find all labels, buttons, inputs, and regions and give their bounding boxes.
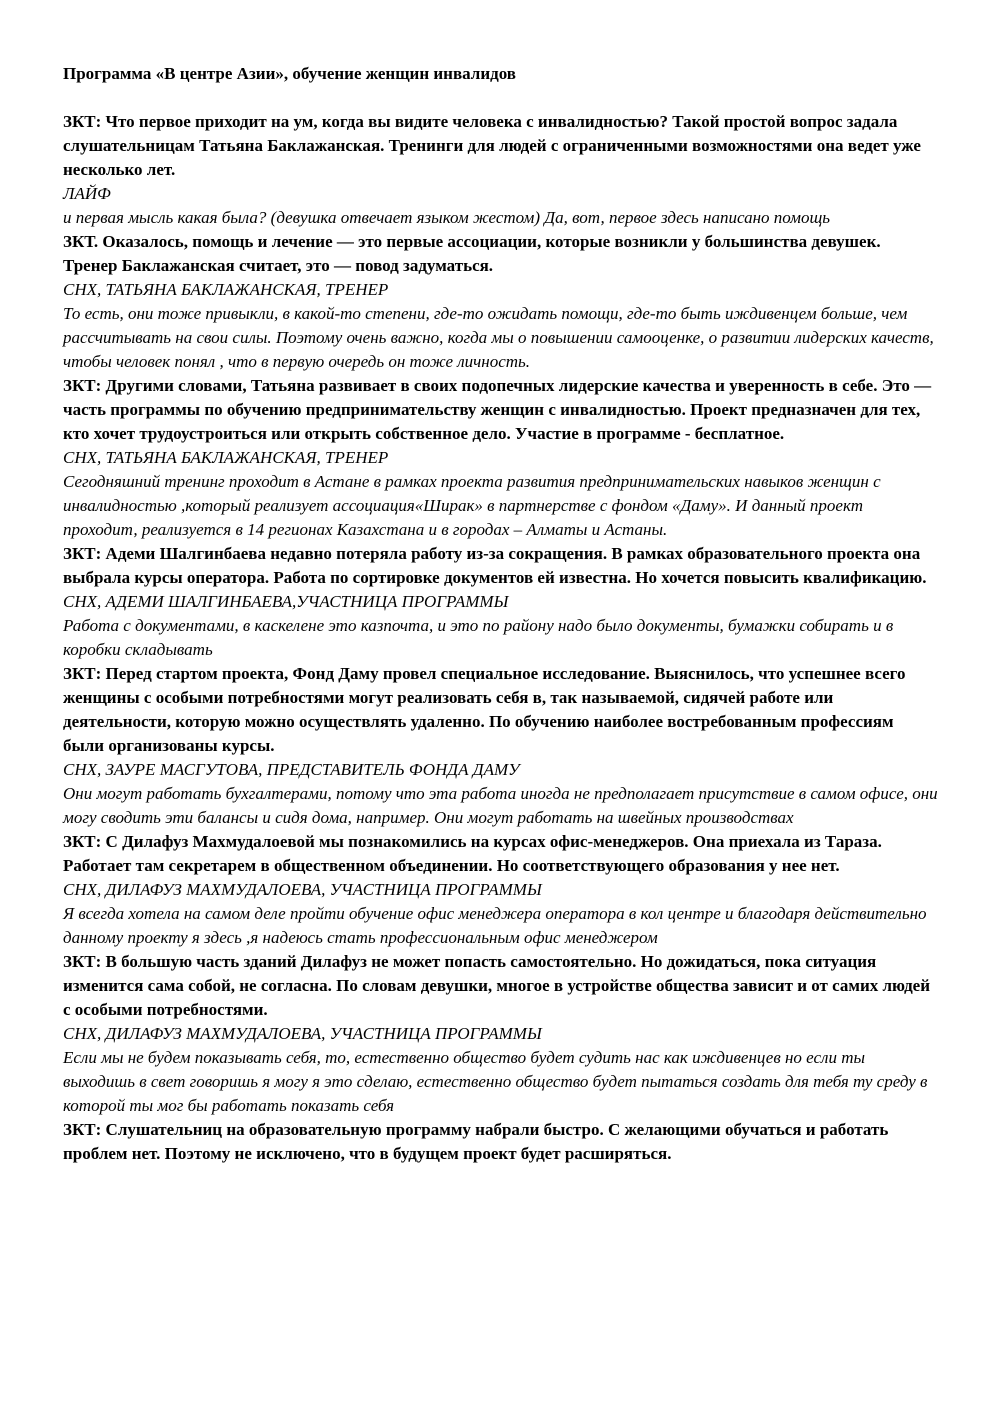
paragraph: СНХ, ДИЛАФУЗ МАХМУДАЛОЕВА, УЧАСТНИЦА ПРОГРАММЫ bbox=[63, 880, 542, 899]
paragraph: СНХ, ДИЛАФУЗ МАХМУДАЛОЕВА, УЧАСТНИЦА ПРОГРАММЫ bbox=[63, 1024, 542, 1043]
paragraph: ЗКТ. Оказалось, помощь и лечение — это первые ассоциации, которые возникли у большинства девушек. Тренер Баклажанская считает, это — повод задуматься. bbox=[63, 232, 881, 275]
paragraph: ЗКТ: В большую часть зданий Дилафуз не может попасть самостоятельно. Но дожидаться, пока ситуация изменится сама собой, не согласна. По словам девушки, многое в устройстве общества зависит и от самих людей с особыми потребностями. bbox=[63, 952, 931, 1019]
paragraph: Они могут работать бухгалтерами, потому что эта работа иногда не предполагает присутствие в самом офисе, они могу сводить эти балансы и сидя дома, например. Они могут работать на швейных производствах bbox=[63, 784, 938, 827]
paragraph: СНХ, ТАТЬЯНА БАКЛАЖАНСКАЯ, ТРЕНЕР bbox=[63, 448, 389, 467]
paragraph: ЗКТ: Другими словами, Татьяна развивает в своих подопечных лидерские качества и уверенность в себе. Это — часть программы по обучению предпринимательству женщин с инвалидностью. Проект предназначен для тех, кто хочет трудоустроиться или открыть собственное дело. Участие в программе - бесплатное. bbox=[63, 376, 932, 443]
paragraph: Сегодняшний тренинг проходит в Астане в рамках проекта развития предпринимательских навыков женщин с инвалидностью ,который реализует ассоциация«Ширак» в партнерстве с фондом «Даму». И данный проект проходит, реализуется в 14 регионах Казахстана и в городах – Алматы и Астаны. bbox=[63, 472, 881, 539]
paragraph: Я всегда хотела на самом деле пройти обучение офис менеджера оператора в кол центре и благодаря действительно данному проекту я здесь ,я надеюсь стать профессиональным офис менеджером bbox=[63, 904, 927, 947]
paragraph: ЛАЙФ bbox=[63, 184, 111, 203]
paragraph: ЗКТ: Что первое приходит на ум, когда вы видите человека с инвалидностью? Такой простой вопрос задала слушательницам Татьяна Баклажанская. Тренинги для людей с ограниченными возможностями она ведет уже несколько лет. bbox=[63, 112, 921, 179]
paragraph: То есть, они тоже привыкли, в какой-то степени, где-то ожидать помощи, где-то быть иждивенцем больше, чем рассчитывать на свои силы. Поэтому очень важно, когда мы о повышении самооценке, о развитии лидерских качеств, чтобы человек понял , что в первую очередь он тоже личность. bbox=[63, 304, 934, 371]
paragraph: СНХ, АДЕМИ ШАЛГИНБАЕВА,УЧАСТНИЦА ПРОГРАММЫ bbox=[63, 592, 509, 611]
document-title: Программа «В центре Азии», обучение женщин инвалидов bbox=[63, 64, 516, 83]
paragraph: Работа с документами, в каскелене это казпочта, и это по району надо было документы, бумажки собирать и в коробки складывать bbox=[63, 616, 894, 659]
paragraph: ЗКТ: Перед стартом проекта, Фонд Даму провел специальное исследование. Выяснилось, что успешнее всего женщины с особыми потребностями могут реализовать себя в, так называемой, сидячей работе или деятельности, которую можно осуществлять удаленно. По обучению наиболее востребованным профессиям были организованы курсы. bbox=[63, 664, 906, 755]
paragraph: и первая мысль какая была? (девушка отвечает языком жестом) Да, вот, первое здесь написано помощь bbox=[63, 208, 831, 227]
paragraph: СНХ, ЗАУРЕ МАСГУТОВА, ПРЕДСТАВИТЕЛЬ ФОНДА ДАМУ bbox=[63, 760, 520, 779]
document-body bbox=[63, 110, 938, 1166]
paragraph: ЗКТ: Слушательниц на образовательную программу набрали быстро. С желающими обучаться и работать проблем нет. Поэтому не исключено, что в будущем проект будет расширяться. bbox=[63, 1120, 889, 1163]
paragraph: Если мы не будем показывать себя, то, естественно общество будет судить нас как иждивенцев но если ты выходишь в свет говоришь я могу я это сделаю, естественно общество будет пытаться создать для тебя ту среду в которой ты мог бы работать показать себя bbox=[63, 1048, 928, 1115]
paragraph: СНХ, ТАТЬЯНА БАКЛАЖАНСКАЯ, ТРЕНЕР bbox=[63, 280, 389, 299]
paragraph: ЗКТ: Адеми Шалгинбаева недавно потеряла работу из-за сокращения. В рамках образовательного проекта она выбрала курсы оператора. Работа по сортировке документов ей известна. Но хочется повысить квалификацию. bbox=[63, 544, 927, 587]
paragraph: ЗКТ: С Дилафуз Махмудалоевой мы познакомились на курсах офис-менеджеров. Она приехала из Тараза. Работает там секретарем в общественном объединении. Но соответствующего образования у нее нет. bbox=[63, 832, 882, 875]
